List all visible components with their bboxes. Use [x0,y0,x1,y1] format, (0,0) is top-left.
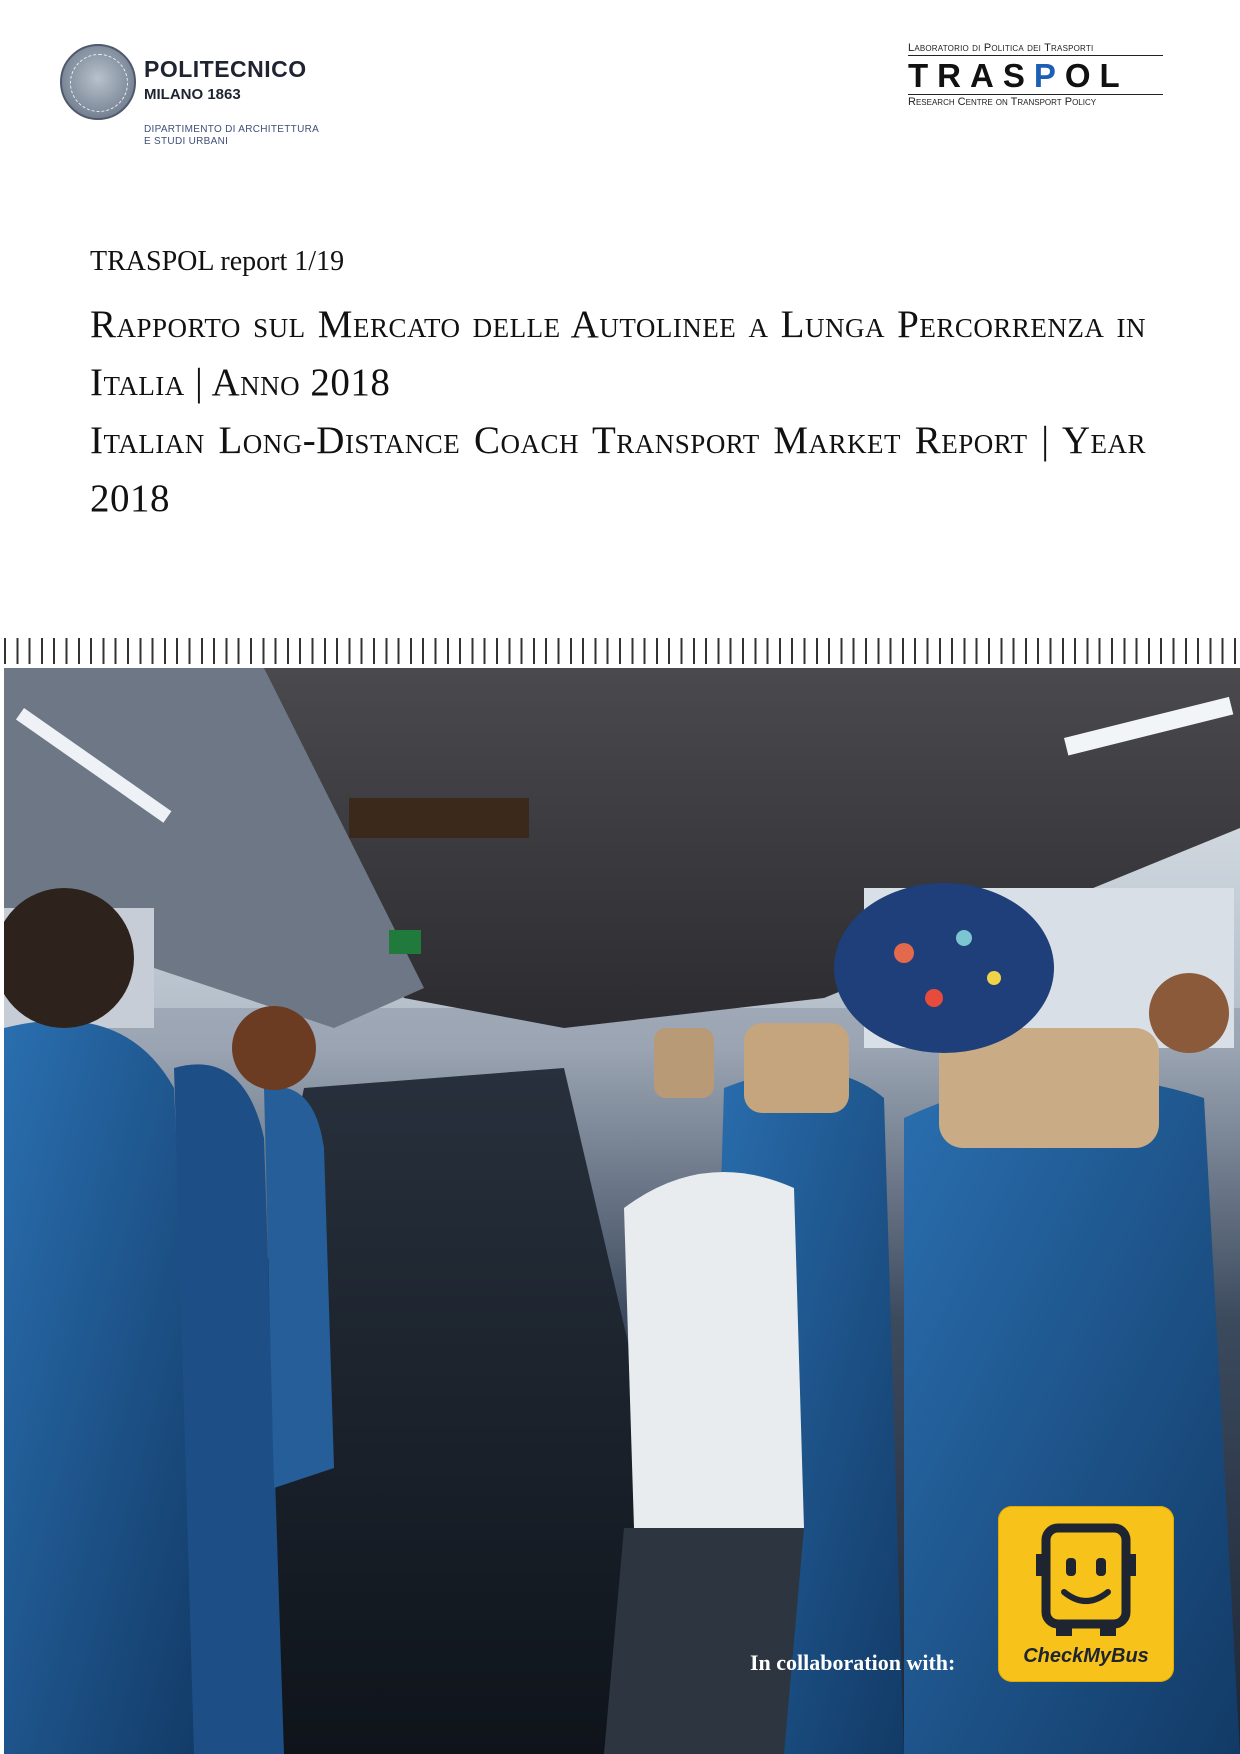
politecnico-seal-icon [60,44,136,120]
traspol-wordmark-b: OL [1064,57,1129,94]
politecnico-subtitle: MILANO 1863 [144,86,241,103]
collaboration-label: In collaboration with: [750,1650,956,1675]
traspol-wordmark-p: P [1033,57,1065,94]
traspol-top-line: Laboratorio di Politica dei Trasporti [908,42,1163,56]
traspol-wordmark-a: TRAS [908,57,1034,94]
department-name [144,124,364,148]
traspol-logo [908,42,1168,112]
checkmybus-logo [998,1506,1174,1682]
politecnico-logo [60,42,360,152]
department-line-2: E STUDI URBANI [144,136,229,147]
checkmybus-name: CheckMyBus [1023,1645,1149,1667]
tick-divider [4,638,1240,664]
traspol-bottom-line: Research Centre on Transport Policy [908,94,1163,108]
report-number: TRASPOL report 1/19 [90,246,345,277]
department-line-1: DIPARTIMENTO DI ARCHITETTURA [144,124,320,135]
traspol-wordmark [908,58,1168,94]
title-english: Italian Long-Distance Coach Transport Market Report | Year 2018 [90,419,1146,520]
politecnico-name: POLITECNICO [144,56,307,82]
title-block [90,296,1146,528]
title-italian: Rapporto sul Mercato delle Autolinee a Lunga Percorrenza in Italia | Anno 2018 [90,303,1146,404]
